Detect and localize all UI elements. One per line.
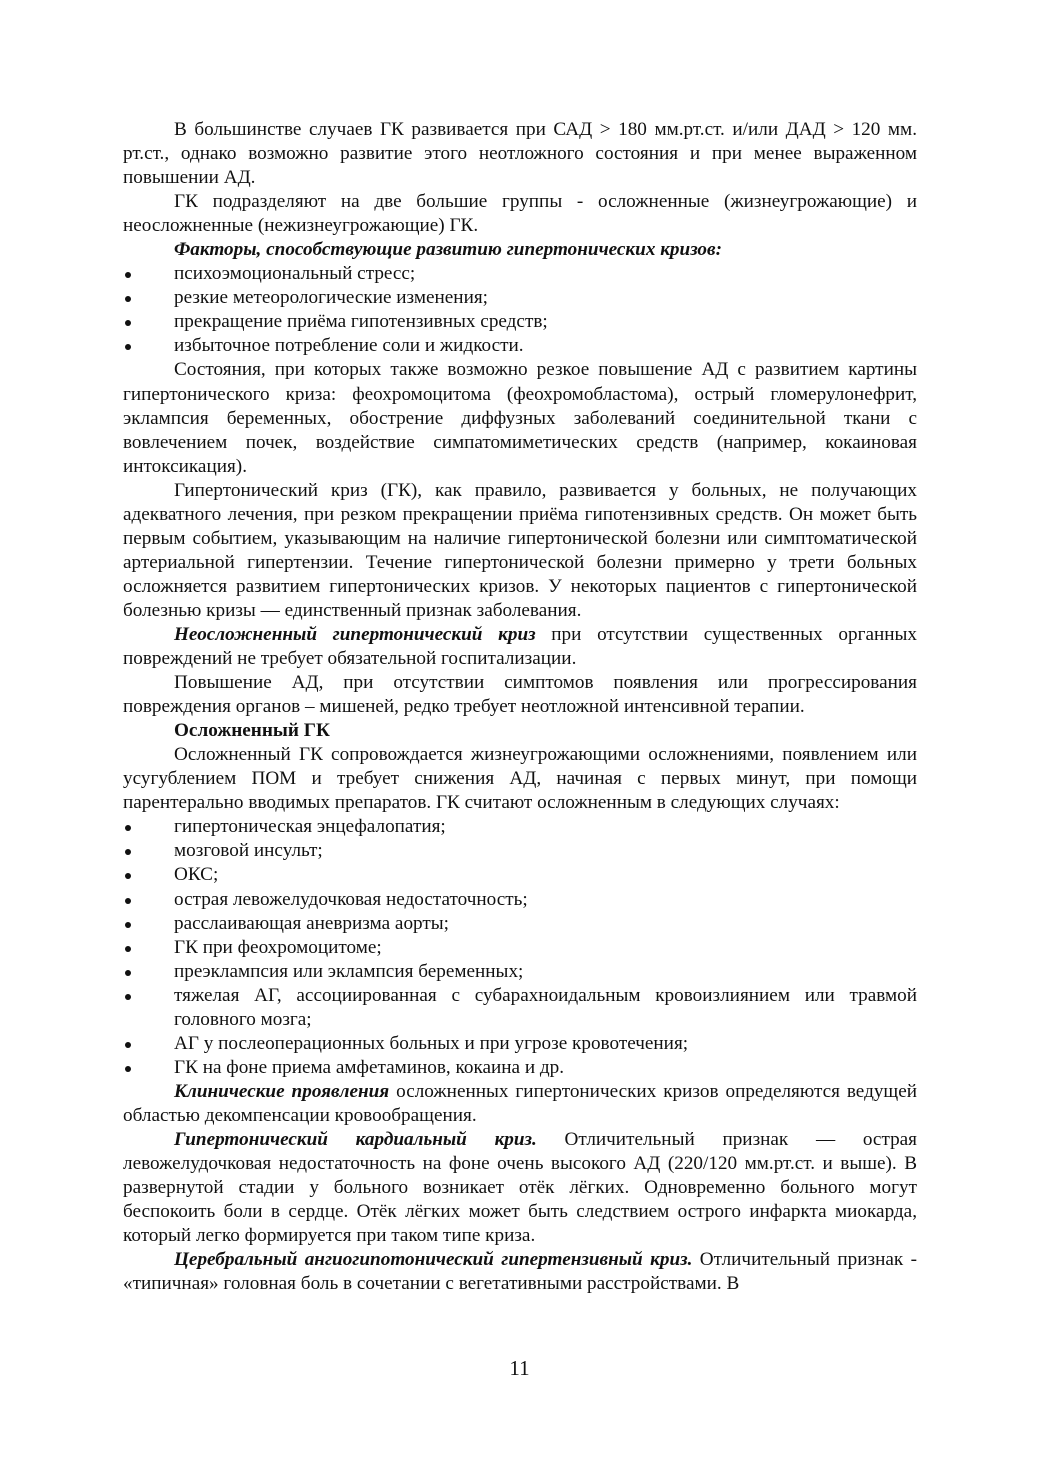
list-item-text: ОКС; bbox=[174, 864, 219, 886]
list-item bbox=[123, 1056, 917, 1080]
bullet-icon bbox=[125, 272, 131, 278]
bullet-icon bbox=[125, 873, 131, 879]
bullet-icon bbox=[125, 320, 131, 326]
heading-factors bbox=[123, 238, 917, 262]
list-item bbox=[123, 863, 917, 887]
bullet-icon bbox=[125, 994, 131, 1000]
list-item-text: гипертоническая энцефалопатия; bbox=[174, 816, 446, 838]
uncomplicated-term: Неосложненный гипертонический криз bbox=[174, 623, 536, 645]
list-item-text: острая левожелудочковая недостаточность; bbox=[174, 888, 528, 910]
list-item-text: тяжелая АГ, ассоциированная с субарахноидальным кровоизлиянием или травмой головного мозга; bbox=[174, 984, 917, 1030]
cardiac-term: Гипертонический кардиальный криз. bbox=[174, 1128, 537, 1150]
list-item-text: ГК на фоне приема амфетаминов, кокаина и др. bbox=[174, 1056, 565, 1078]
cases-list bbox=[123, 815, 917, 1080]
list-item-text: резкие метеорологические изменения; bbox=[174, 287, 488, 309]
paragraph-uncomplicated bbox=[123, 623, 917, 671]
list-item-text: психоэмоциональный стресс; bbox=[174, 263, 416, 285]
factors-list bbox=[123, 262, 917, 358]
list-item bbox=[123, 334, 917, 358]
cardiac-text: Отличительный признак — острая левожелудочковая недостаточность на фоне очень высокого АД (220/120 мм.рт.ст. и выше). В развернутой стадии у больного возникает отёк лёгких. Одновременно больного могут беспокоить боли в сердце. Отёк лёгких может быть следствием острого инфаркта миокарда, который легко формируется при таком типе криза. bbox=[123, 1128, 918, 1247]
list-item-text: избыточное потребление соли и жидкости. bbox=[174, 335, 524, 357]
document-page bbox=[123, 118, 917, 1296]
bullet-icon bbox=[125, 1066, 131, 1072]
bullet-icon bbox=[125, 922, 131, 928]
clinical-term: Клинические проявления bbox=[174, 1080, 390, 1102]
list-item bbox=[123, 310, 917, 334]
cerebral-term: Церебральный ангиогипотонический гипертензивный криз. bbox=[174, 1249, 693, 1271]
paragraph-complicated: Осложненный ГК сопровождается жизнеугрожающими осложнениями, появлением или усугублением ПОМ и требует снижения АД, начиная с первых минут, при помощи парентерально вводимых препаратов. ГК считают осложненным в следующих случаях: bbox=[123, 744, 917, 814]
paragraph-conditions: Состояния, при которых также возможно резкое повышение АД с развитием картины гипертонического криза: феохромоцитома (феохромобластома), острый гломерулонефрит, эклампсия беременных, обострение диффузных заболеваний соединительной ткани с вовлечением почек, воздействие симпатомиметических средств (например, кокаиновая интоксикация). bbox=[123, 359, 917, 477]
bullet-icon bbox=[125, 898, 131, 904]
list-item bbox=[123, 984, 917, 1032]
bullet-icon bbox=[125, 296, 131, 302]
paragraph-cerebral-crisis bbox=[123, 1248, 917, 1296]
page-number: 11 bbox=[509, 1356, 530, 1380]
paragraph-cardiac-crisis bbox=[123, 1128, 917, 1248]
paragraph-bp-increase: Повышение АД, при отсутствии симптомов появления или прогрессирования повреждения органов – мишеней, редко требует неотложной интенсивной терапии. bbox=[123, 672, 917, 718]
bullet-icon bbox=[125, 344, 131, 350]
paragraph-gk-groups: ГК подразделяют на две большие группы - осложненные (жизнеугрожающие) и неосложненные (нежизнеугрожающие) ГК. bbox=[123, 191, 917, 237]
list-item bbox=[123, 960, 917, 984]
list-item-text: ГК при феохромоцитоме; bbox=[174, 936, 382, 958]
bullet-icon bbox=[125, 1042, 131, 1048]
heading-complicated bbox=[123, 719, 917, 743]
list-item-text: преэклампсия или эклампсия беременных; bbox=[174, 960, 524, 982]
list-item bbox=[123, 936, 917, 960]
list-item-text: прекращение приёма гипотензивных средств; bbox=[174, 311, 548, 333]
list-item bbox=[123, 262, 917, 286]
complicated-heading: Осложненный ГК bbox=[174, 720, 330, 742]
bullet-icon bbox=[125, 849, 131, 855]
list-item bbox=[123, 286, 917, 310]
list-item-text: расслаивающая аневризма аорты; bbox=[174, 912, 449, 934]
list-item-text: мозговой инсульт; bbox=[174, 840, 323, 862]
list-item bbox=[123, 815, 917, 839]
list-item bbox=[123, 839, 917, 863]
paragraph-clinical bbox=[123, 1080, 917, 1128]
bullet-icon bbox=[125, 825, 131, 831]
list-item bbox=[123, 1032, 917, 1056]
list-item bbox=[123, 912, 917, 936]
list-item-text: АГ у послеоперационных больных и при угрозе кровотечения; bbox=[174, 1032, 689, 1054]
clinical-text: осложненных гипертонических кризов определяются ведущей областью декомпенсации кровообращения. bbox=[123, 1080, 917, 1126]
uncomplicated-text: при отсутствии существенных органных повреждений не требует обязательной госпитализации. bbox=[123, 623, 917, 670]
paragraph-bp-thresholds: В большинстве случаев ГК развивается при САД > 180 мм.рт.ст. и/или ДАД > 120 мм. рт.ст., однако возможно развитие этого неотложного состояния и при менее выраженном повышении АД. bbox=[123, 119, 917, 189]
cerebral-text: Отличительный признак - «типичная» головная боль в сочетании с вегетативными расстройствами. В bbox=[123, 1249, 917, 1295]
list-item bbox=[123, 888, 917, 912]
bullet-icon bbox=[125, 946, 131, 952]
paragraph-hypertensive-crisis: Гипертонический криз (ГК), как правило, развивается у больных, не получающих адекватного лечения, при резком прекращении приёма гипотензивных средств. Он может быть первым событием, указывающим на наличие гипертонической болезни или симптоматической артериальной гипертензии. Течение гипертонической болезни примерно у трети больных осложняется развитием гипертонических кризов. У некоторых пациентов с гипертонической болезнью кризы — единственный признак заболевания. bbox=[123, 479, 917, 621]
bullet-icon bbox=[125, 970, 131, 976]
factors-heading: Факторы, способствующие развитию гипертонических кризов: bbox=[174, 239, 722, 261]
